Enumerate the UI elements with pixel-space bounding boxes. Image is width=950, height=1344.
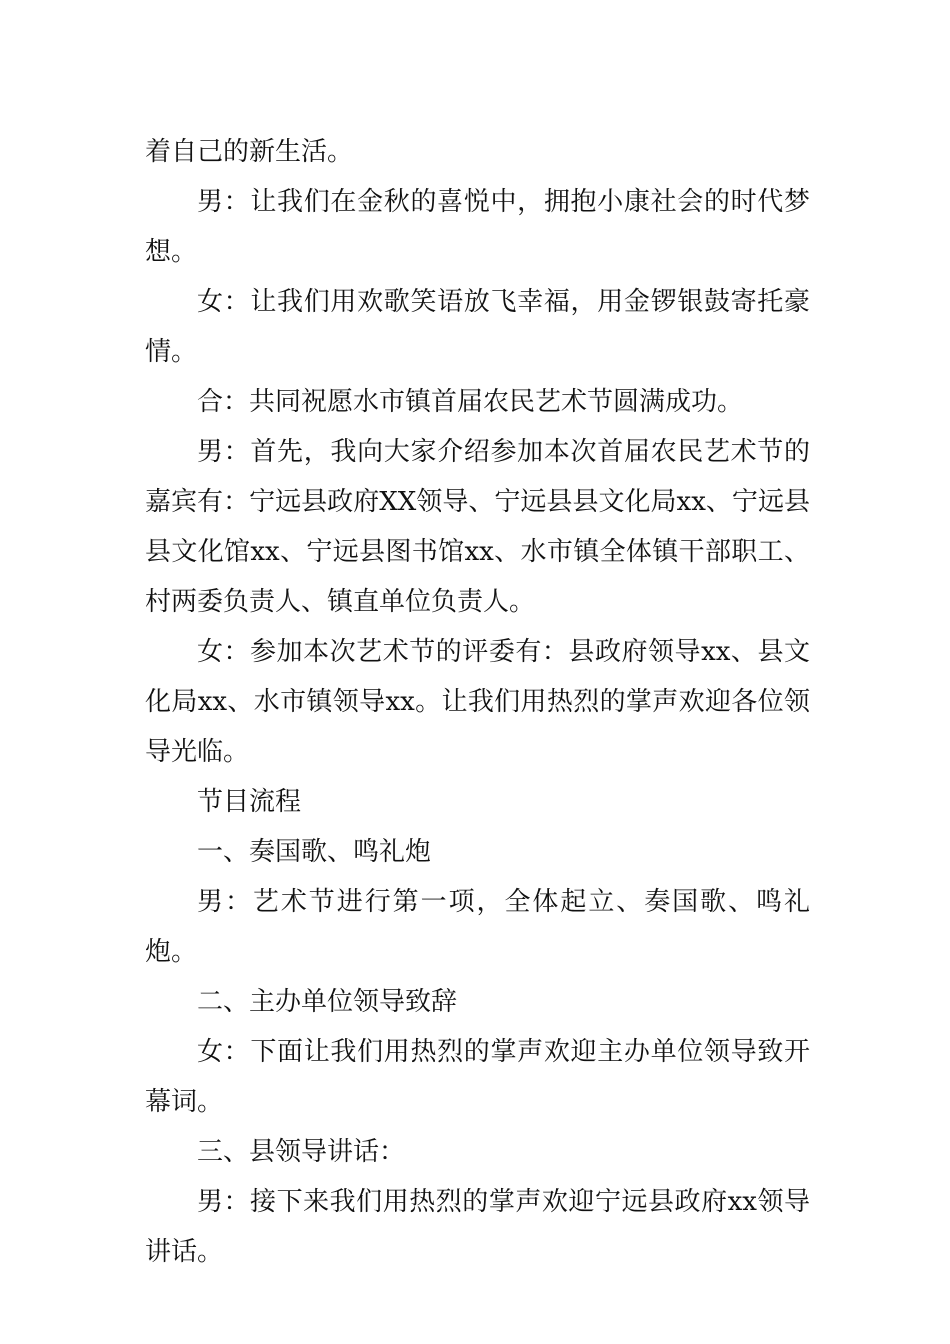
paragraph-opening-speech: 女：下面让我们用热烈的掌声欢迎主办单位领导致开幕词。 (145, 1037, 810, 1117)
paragraph-continuation: 着自己的新生活。 (145, 137, 354, 167)
item-heading-county-speech: 三、县领导讲话： (197, 1137, 406, 1167)
document-body (145, 127, 810, 1277)
paragraph-county-speech: 男：接下来我们用热烈的掌声欢迎宁远县政府xx领导讲话。 (145, 1187, 810, 1267)
paragraph-together-wish: 合：共同祝愿水市镇首届农民艺术节圆满成功。 (197, 387, 744, 417)
section-heading-program: 节目流程 (197, 787, 302, 817)
item-heading-host-speech: 二、主办单位领导致辞 (197, 987, 458, 1017)
paragraph-anthem: 男：艺术节进行第一项，全体起立、奏国歌、鸣礼炮。 (145, 887, 810, 967)
paragraph-male-dream: 男：让我们在金秋的喜悦中，拥抱小康社会的时代梦想。 (145, 187, 810, 267)
paragraph-judges: 女：参加本次艺术节的评委有：县政府领导xx、县文化局xx、水市镇领导xx。让我们用热烈的掌声欢迎各位领导光临。 (145, 637, 810, 767)
item-heading-anthem: 一、奏国歌、鸣礼炮 (197, 837, 432, 867)
paragraph-female-happiness: 女：让我们用欢歌笑语放飞幸福，用金锣银鼓寄托豪情。 (145, 287, 810, 367)
paragraph-guests: 男：首先，我向大家介绍参加本次首届农民艺术节的嘉宾有：宁远县政府XX领导、宁远县县文化局xx、宁远县县文化馆xx、宁远县图书馆xx、水市镇全体镇干部职工、村两委负责人、镇直单位负责人。 (145, 437, 810, 617)
